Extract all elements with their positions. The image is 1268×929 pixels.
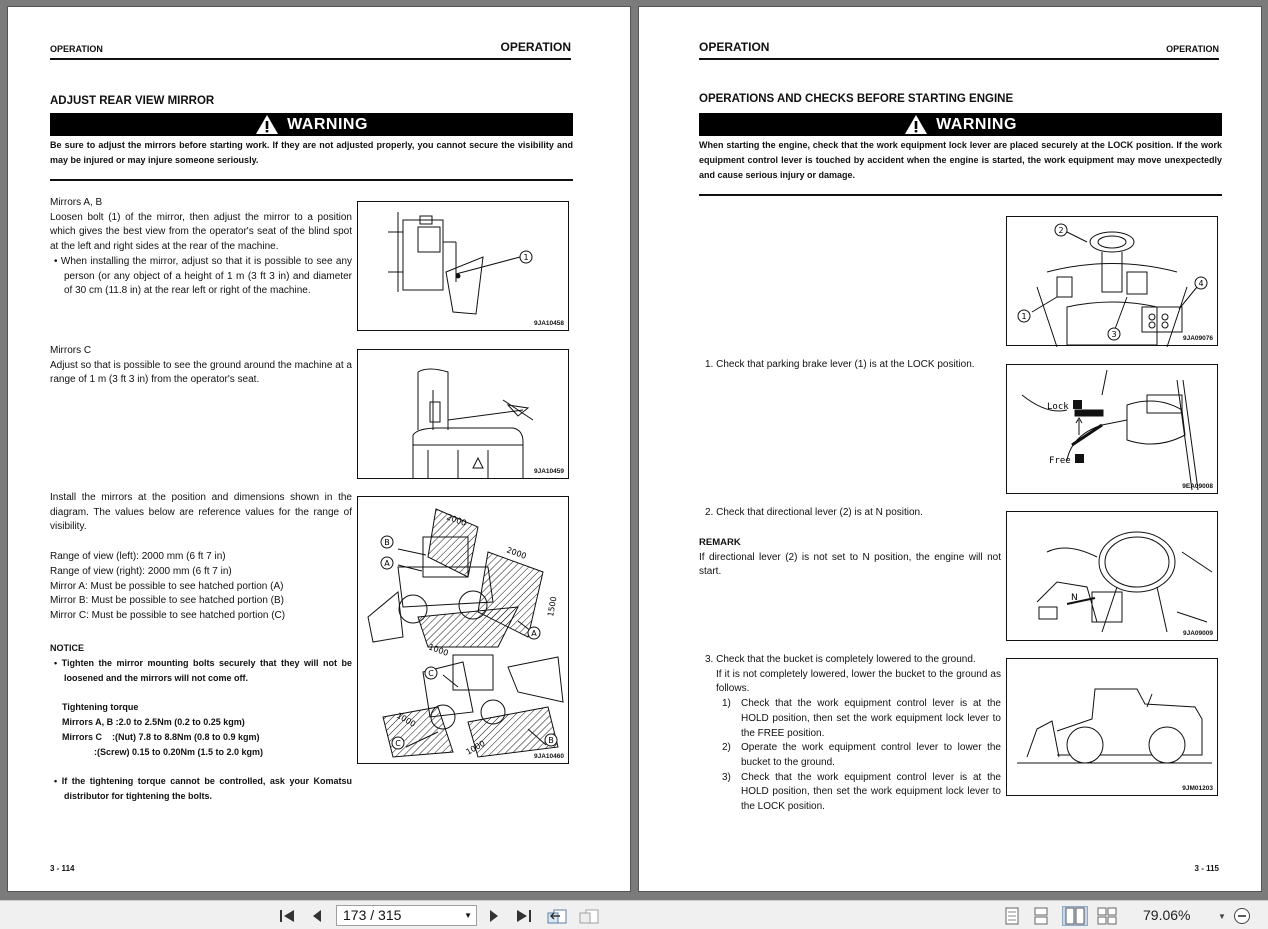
- remark-block: [699, 536, 1001, 580]
- figure-caption: 9JA09076: [1183, 335, 1213, 342]
- page-header: [50, 40, 571, 60]
- callout-2: 2: [1058, 226, 1064, 235]
- mirrors-ab-text: Loosen bolt (1) of the mirror, then adjust the mirror to a position which gives the best view from the operator's seat of the blind spot at the left and right sides at the rear of the machine.: [50, 211, 352, 253]
- back-view-icon: [546, 907, 568, 925]
- visibility-range-diagram: [358, 497, 570, 765]
- continuous-view-button[interactable]: [1031, 906, 1051, 926]
- warning-triangle-icon: [904, 114, 928, 135]
- dim-1000-front: 1000: [427, 642, 450, 658]
- dim-2000-right: 2000: [505, 545, 528, 561]
- dim-1000-right: 1000: [464, 738, 487, 757]
- step-3-sub: If it is not completely lowered, lower the bucket to the ground as follows.: [716, 668, 1001, 695]
- callout-c-zone: C: [395, 739, 401, 748]
- step-3-block: [705, 653, 1001, 815]
- section-title: ADJUST REAR VIEW MIRROR: [50, 95, 215, 107]
- header-right: OPERATION: [500, 40, 571, 54]
- page-number: 3 - 114: [50, 864, 75, 873]
- zoom-out-button[interactable]: [1232, 906, 1252, 926]
- single-page-view-button[interactable]: [1002, 906, 1022, 926]
- warning-banner: [699, 113, 1222, 136]
- zoom-out-icon: [1233, 907, 1251, 925]
- step-3-item: 2) Operate the work equipment control lever to lower the bucket to the ground.: [722, 742, 1001, 768]
- figure-bucket-lowered: [1006, 658, 1218, 796]
- next-page-icon: [487, 908, 501, 924]
- right-page: [638, 6, 1262, 892]
- torque-line: Mirrors A, B :2.0 to 2.5Nm (0.2 to 0.25 kgm): [62, 717, 245, 727]
- warning-label: WARNING: [936, 115, 1017, 133]
- last-page-button[interactable]: [512, 906, 536, 926]
- two-page-view-button[interactable]: [1062, 906, 1088, 926]
- mirrors-ab-block: [50, 196, 352, 299]
- neutral-label: N: [1071, 593, 1078, 603]
- step-2: 2. Check that directional lever (2) is at N position.: [705, 507, 923, 518]
- notice-heading: NOTICE: [50, 643, 85, 653]
- warning-label: WARNING: [287, 115, 368, 133]
- callout-1: 1: [1021, 312, 1027, 321]
- figure-directional-lever: [1006, 511, 1218, 641]
- header-left: OPERATION: [699, 40, 770, 54]
- mirrors-ab-bullet: • When installing the mirror, adjust so that it is possible to see any person (or any object of a height of 1 m (3 ft 3 in) and diameter of 30 cm (11.8 in) at the rear left or right of the machine.: [54, 255, 352, 297]
- single-page-icon: [1005, 907, 1019, 925]
- mirrors-c-heading: Mirrors C: [50, 345, 92, 356]
- warning-triangle-icon: [255, 114, 279, 135]
- figure-mirror-c: [357, 349, 569, 479]
- free-label: Free: [1049, 456, 1071, 466]
- chevron-down-icon: ▼: [1218, 911, 1226, 921]
- callout-3: 3: [1111, 330, 1117, 339]
- two-page-icon: [1065, 907, 1085, 925]
- mirror-bracket-illustration: [358, 202, 570, 332]
- lock-icon: [1073, 400, 1082, 409]
- page-number-input[interactable]: 173 / 315 ▼: [336, 905, 477, 926]
- notice-bullet: • Tighten the mirror mounting bolts securely that they will not be loosened and the mirrors will not come off.: [54, 658, 352, 683]
- figure-caption: 9JA10459: [534, 468, 564, 475]
- torque-heading: Tightening torque: [62, 702, 139, 712]
- viewer-toolbar: [0, 900, 1268, 929]
- back-view-button[interactable]: [545, 906, 569, 926]
- two-page-continuous-button[interactable]: [1096, 906, 1118, 926]
- notice-block: [50, 641, 352, 804]
- header-right: OPERATION: [1166, 44, 1219, 54]
- remark-heading: REMARK: [699, 537, 741, 548]
- figure-caption: 9JM01203: [1182, 785, 1213, 792]
- figure-parking-brake: [1006, 364, 1218, 494]
- figure-caption: 9JA10458: [534, 320, 564, 327]
- unlock-icon: [1075, 454, 1084, 463]
- divider: [50, 179, 573, 181]
- callout-1: 1: [523, 253, 529, 262]
- figure-caption: 9JA10460: [534, 753, 564, 760]
- range-line: Mirror C: Must be possible to see hatched portion (C): [50, 609, 286, 621]
- first-page-icon: [278, 908, 296, 924]
- dim-1000-left: 1000: [395, 710, 418, 729]
- last-page-icon: [515, 908, 533, 924]
- first-page-button[interactable]: [276, 906, 298, 926]
- left-page: [7, 6, 631, 892]
- continuous-page-icon: [1034, 907, 1048, 925]
- install-block: [50, 491, 352, 624]
- mirrors-ab-heading: Mirrors A, B: [50, 197, 103, 208]
- callout-4: 4: [1198, 279, 1204, 288]
- mirrors-c-text: Adjust so that is possible to see the ground around the machine at a range of 1 m (3 ft 3 in) from the operator's seat.: [50, 359, 352, 386]
- lock-label: Lock: [1047, 402, 1069, 412]
- page-header: [699, 40, 1219, 60]
- dim-2000-left: 2000: [445, 512, 468, 528]
- zoom-level: 79.06%: [1143, 907, 1191, 923]
- range-line: Mirror B: Must be possible to see hatched portion (B): [50, 595, 284, 607]
- callout-c: C: [428, 669, 434, 678]
- step-3-item: 1) Check that the work equipment control lever is at the HOLD position, then set the work equipment lock lever to the FREE position.: [722, 698, 1001, 739]
- step-1: 1. Check that parking brake lever (1) is at the LOCK position.: [705, 359, 975, 370]
- chevron-down-icon: ▼: [464, 911, 472, 920]
- figure-visibility-range: [357, 496, 569, 764]
- remark-text: If directional lever (2) is not set to N position, the engine will not start.: [699, 551, 1001, 578]
- previous-page-button[interactable]: [306, 906, 328, 926]
- wheel-loader-silhouette: [1007, 659, 1219, 797]
- forward-view-icon: [578, 907, 600, 925]
- step-3-item: 3) Check that the work equipment control lever is at the HOLD position, then set the work equipment lock lever to the LOCK position.: [722, 771, 1001, 813]
- page-number: 3 - 115: [1194, 864, 1219, 873]
- callout-a-zone: A: [531, 629, 537, 638]
- figure-caption: 9EA09008: [1182, 483, 1213, 490]
- torque-line: :(Screw) 0.15 to 0.20Nm (1.5 to 2.0 kgm): [94, 747, 264, 757]
- machine-cab-illustration: [358, 350, 570, 480]
- mirrors-c-block: [50, 344, 352, 388]
- two-page-continuous-icon: [1097, 907, 1117, 925]
- range-line: Mirror A: Must be possible to see hatched portion (A): [50, 580, 284, 592]
- callout-a: A: [384, 559, 390, 568]
- operator-cab-illustration: [1007, 217, 1219, 347]
- divider: [699, 194, 1222, 196]
- notice-bullet: • If the tightening torque cannot be controlled, ask your Komatsu distributor for tightening the bolts.: [54, 776, 352, 801]
- callout-b: B: [384, 538, 390, 547]
- header-left: OPERATION: [50, 44, 103, 54]
- install-text: Install the mirrors at the position and dimensions shown in the diagram. The values below are reference values for the range of visibility.: [50, 492, 352, 533]
- range-line: Range of view (left): 2000 mm (6 ft 7 in): [50, 551, 226, 563]
- dim-1500: 1500: [546, 595, 559, 618]
- zoom-dropdown[interactable]: [1216, 906, 1228, 926]
- range-line: Range of view (right): 2000 mm (6 ft 7 in): [50, 565, 232, 577]
- warning-text: When starting the engine, check that the work equipment lock lever are placed securely at the LOCK position. If the work equipment control lever is touched by accident when the engine is started, the work equipment may move unexpectedly and cause serious injury or damage.: [699, 140, 1222, 180]
- steering-wheel-illustration: [1007, 512, 1219, 642]
- callout-b-zone: B: [548, 736, 554, 745]
- next-page-button[interactable]: [483, 906, 505, 926]
- forward-view-button[interactable]: [577, 906, 601, 926]
- section-title: OPERATIONS AND CHECKS BEFORE STARTING ENGINE: [699, 93, 1014, 105]
- torque-line: Mirrors C :(Nut) 7.8 to 8.8Nm (0.8 to 0.9 kgm): [62, 732, 260, 742]
- step-3: 3. Check that the bucket is completely lowered to the ground.: [705, 654, 976, 665]
- previous-page-icon: [310, 908, 324, 924]
- figure-cab-overview: [1006, 216, 1218, 346]
- figure-mirror-ab: [357, 201, 569, 331]
- warning-banner: [50, 113, 573, 136]
- parking-brake-lever-illustration: [1007, 365, 1219, 495]
- warning-text: Be sure to adjust the mirrors before starting work. If they are not adjusted properly, you cannot secure the visibility and may be injured or may injure someone seriously.: [50, 140, 573, 165]
- figure-caption: 9JA09009: [1183, 630, 1213, 637]
